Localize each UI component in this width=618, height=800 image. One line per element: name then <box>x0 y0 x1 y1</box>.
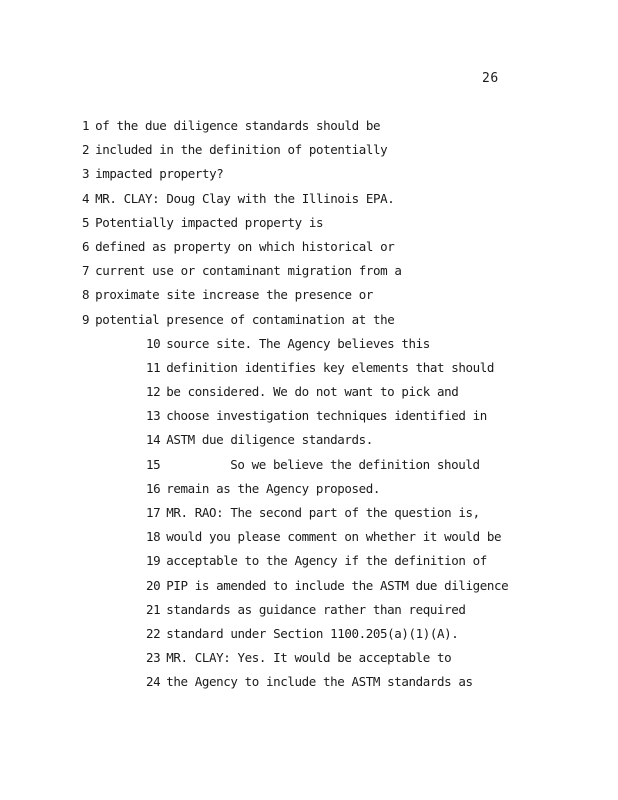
line-text: acceptable to the Agency if the definition of <box>166 553 487 569</box>
line-text: the Agency to include the ASTM standards as <box>166 674 473 690</box>
transcript-line <box>0 262 618 286</box>
line-text: remain as the Agency proposed. <box>166 480 381 496</box>
line-text: standards as guidance rather than required <box>166 601 466 617</box>
line-number: 10 <box>146 335 161 351</box>
line-number: 24 <box>146 674 161 690</box>
transcript-line <box>0 601 618 625</box>
line-number: 5 <box>82 214 90 230</box>
line-text: MR. CLAY: Yes. It would be acceptable to <box>166 650 452 666</box>
transcript-line <box>0 407 618 431</box>
transcript-line <box>0 577 618 601</box>
transcript-line <box>0 552 618 576</box>
line-number: 8 <box>82 287 90 303</box>
transcript-line <box>0 528 618 552</box>
line-text: potential presence of contamination at the <box>95 311 395 327</box>
line-text: would you please comment on whether it would be <box>166 529 502 545</box>
line-number: 4 <box>82 190 90 206</box>
line-number: 2 <box>82 142 90 158</box>
transcript-line <box>0 311 618 335</box>
line-number: 17 <box>146 505 161 520</box>
line-text: be considered. We do not want to pick and <box>166 384 459 400</box>
line-number: 9 <box>82 311 90 327</box>
line-text: choose investigation techniques identified in <box>166 408 487 424</box>
line-number: 6 <box>82 238 90 254</box>
line-number: 20 <box>146 577 161 593</box>
transcript-line <box>0 359 618 383</box>
line-number: 15 <box>146 456 161 472</box>
line-text: PIP is amended to include the ASTM due diligence <box>166 577 509 593</box>
line-number: 13 <box>146 408 161 424</box>
transcript-line <box>0 673 618 697</box>
page-number: 26 <box>482 71 499 86</box>
line-text: MR. CLAY: Doug Clay with the Illinois EPA. <box>95 190 395 206</box>
line-text: proximate site increase the presence or <box>95 287 374 303</box>
transcript-line <box>0 625 618 649</box>
transcript-lines <box>0 117 618 698</box>
transcript-line <box>0 504 618 528</box>
transcript-line <box>0 431 618 455</box>
transcript-line <box>0 383 618 407</box>
line-number: 22 <box>146 625 161 641</box>
line-text: of the due diligence standards should be <box>95 118 381 133</box>
line-text: definition identifies key elements that should <box>166 359 495 375</box>
transcript-line <box>0 335 618 359</box>
transcript-line <box>0 649 618 673</box>
line-number: 23 <box>146 650 161 666</box>
line-text: Potentially impacted property is <box>95 214 324 230</box>
line-number: 21 <box>146 601 161 617</box>
line-text: So we believe the definition should <box>230 456 480 472</box>
line-number: 7 <box>82 263 90 279</box>
transcript-line <box>0 480 618 504</box>
line-text: impacted property? <box>95 166 224 182</box>
line-text: included in the definition of potentially <box>95 142 388 158</box>
line-text: ASTM due diligence standards. <box>166 432 373 448</box>
line-text: defined as property on which historical or <box>95 238 395 254</box>
line-number: 12 <box>146 384 161 400</box>
transcript-line <box>0 286 618 310</box>
line-number: 16 <box>146 480 161 496</box>
line-number: 19 <box>146 553 161 569</box>
line-number: 3 <box>82 166 90 182</box>
line-number: 14 <box>146 432 161 448</box>
line-text: standard under Section 1100.205(a)(1)(A). <box>166 625 459 641</box>
transcript-line <box>0 456 618 480</box>
line-number: 11 <box>146 359 161 375</box>
transcript-line <box>0 141 618 165</box>
transcript-line <box>0 214 618 238</box>
line-number: 1 <box>82 118 90 133</box>
transcript-line <box>0 165 618 189</box>
line-number: 18 <box>146 529 161 545</box>
transcript-line <box>0 238 618 262</box>
line-text: source site. The Agency believes this <box>166 335 430 351</box>
line-text: MR. RAO: The second part of the question is, <box>166 505 480 520</box>
line-text: current use or contaminant migration from a <box>95 263 402 279</box>
transcript-line <box>0 190 618 214</box>
transcript-line <box>0 117 618 141</box>
